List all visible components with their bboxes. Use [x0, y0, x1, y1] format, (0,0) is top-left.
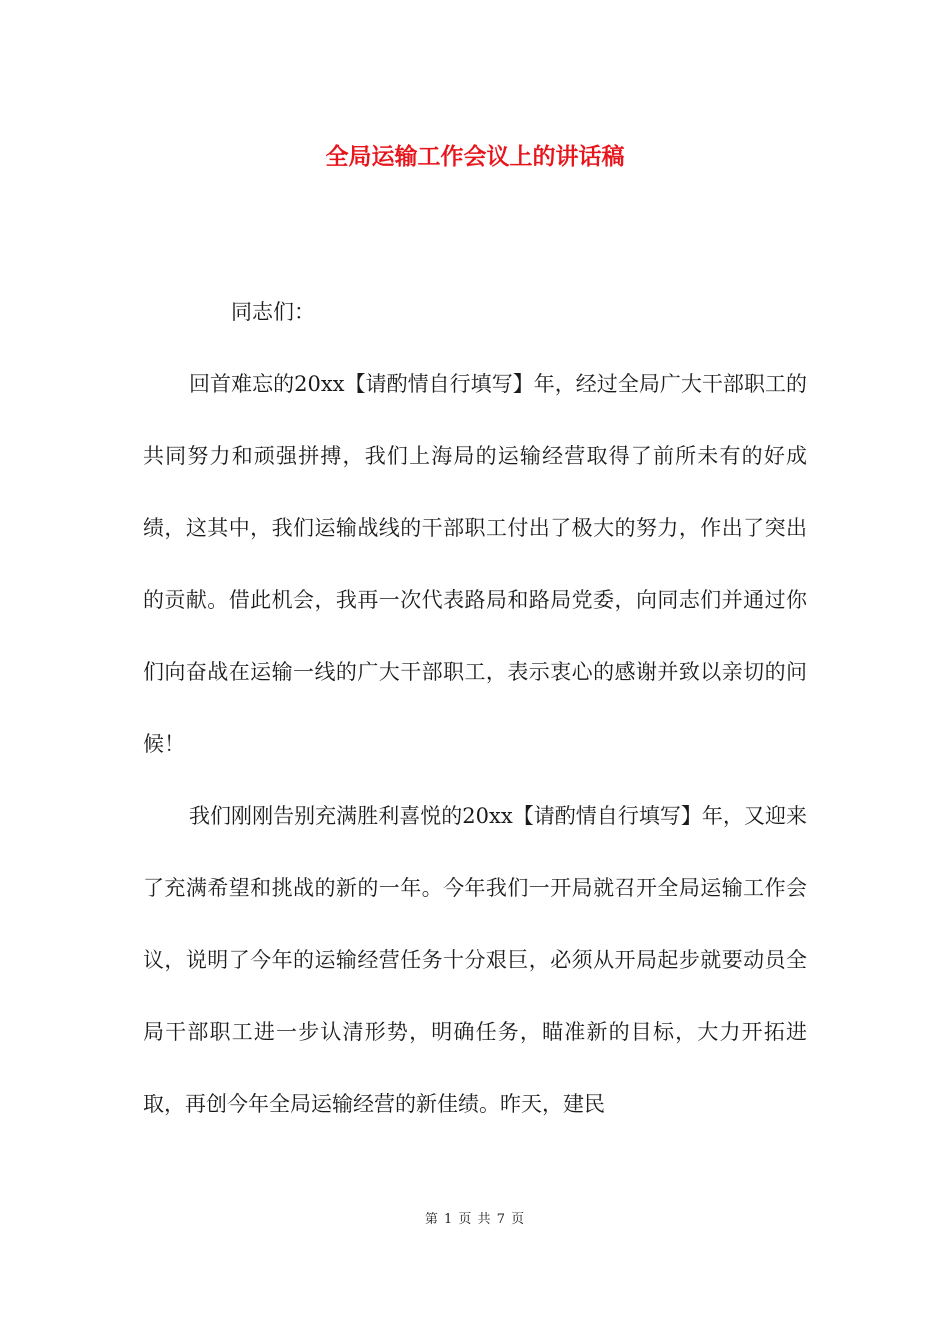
- document-title: 全局运输工作会议上的讲话稿: [325, 143, 625, 170]
- salutation: 同志们：: [231, 300, 315, 324]
- paragraph-1: 回首难忘的20xx【请酌情自行填写】年，经过全局广大干部职工的共同努力和顽强拼搏，我们上海局的运输经营取得了前所未有的好成绩，这其中，我们运输战线的干部职工付出了极大的努力，作出了突出的贡献。借此机会，我再一次代表路局和路局党委，向同志们并通过你们向奋战在运输一线的广大干部职工，表示衷心的感谢并致以亲切的问候！: [143, 372, 807, 756]
- page-number: 第 1 页 共 7 页: [424, 1212, 526, 1227]
- paragraph-2: 我们刚刚告别充满胜利喜悦的20xx【请酌情自行填写】年，又迎来了充满希望和挑战的新的一年。今年我们一开局就召开全局运输工作会议，说明了今年的运输经营任务十分艰巨，必须从开局起步就要动员全局干部职工进一步认清形势，明确任务，瞄准新的目标，大力开拓进取，再创今年全局运输经营的新佳绩。昨天，建民: [143, 804, 807, 1116]
- document-body: [143, 276, 807, 1140]
